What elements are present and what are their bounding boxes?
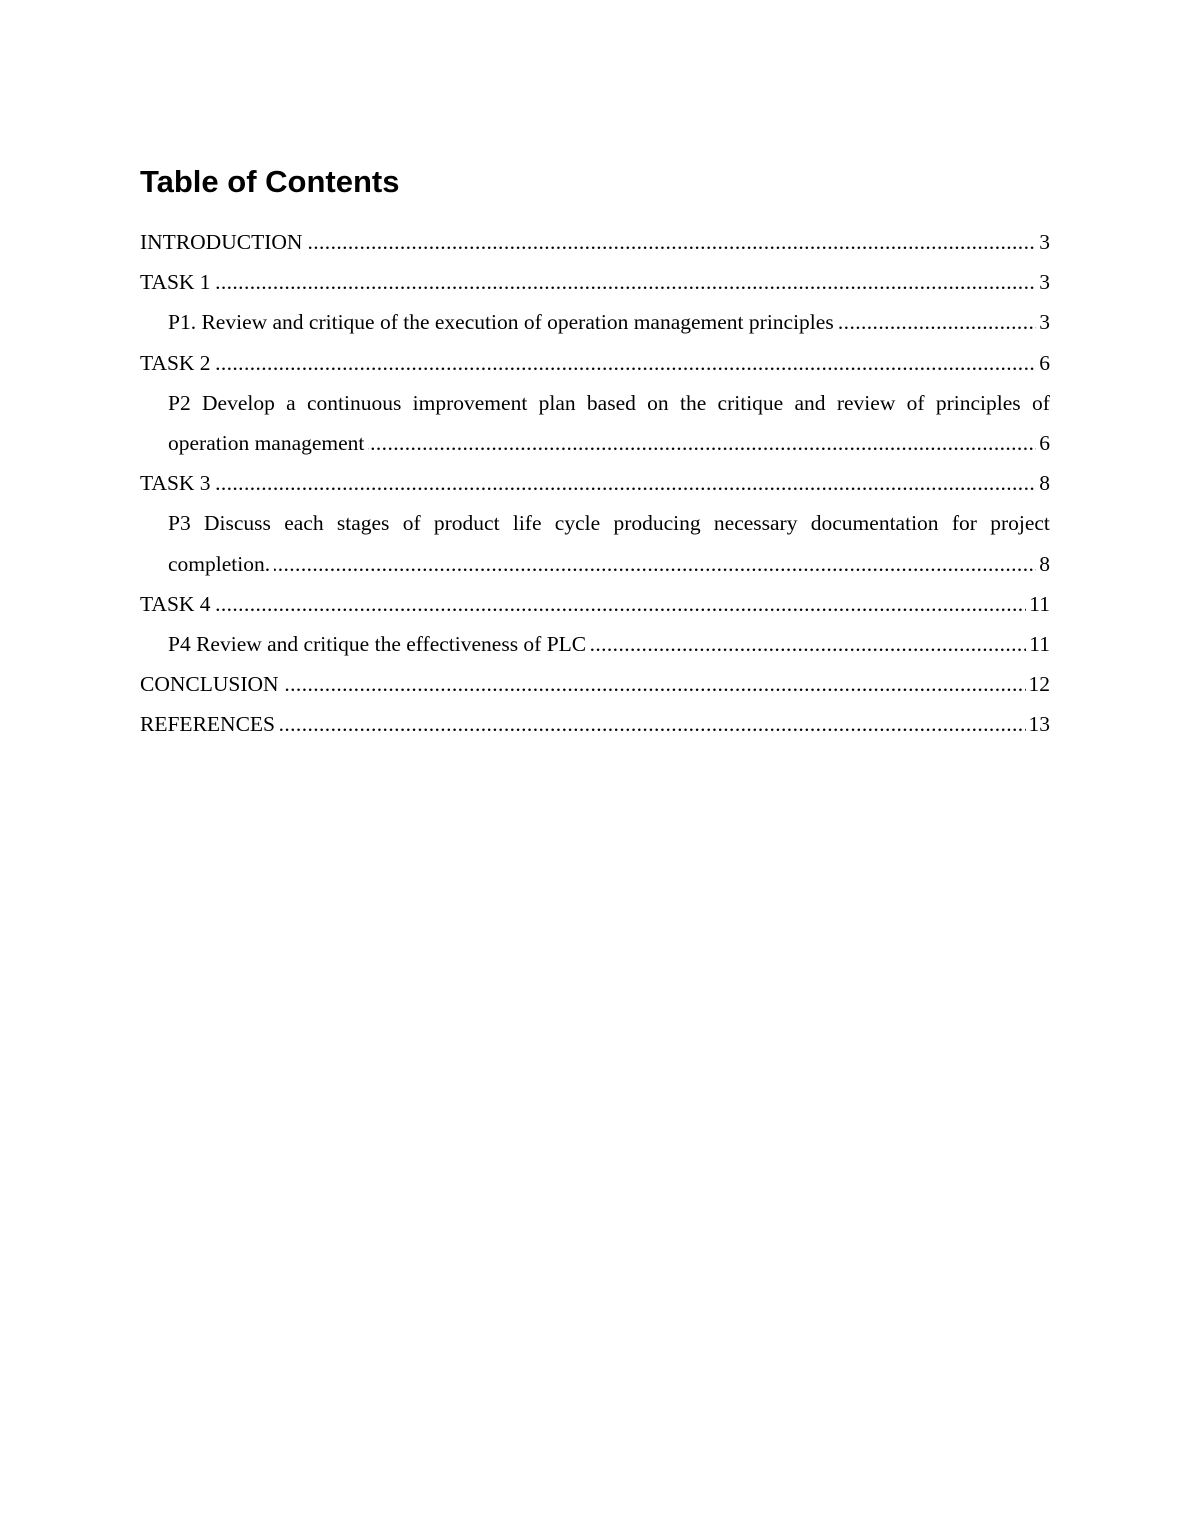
toc-entry-page: 11	[1026, 584, 1050, 624]
toc-word: based	[586, 390, 636, 415]
toc-word: principles	[935, 390, 1021, 415]
toc-word: stages	[336, 511, 390, 536]
toc-entry-label: completion.	[168, 544, 274, 584]
toc-entry-p4[interactable]	[168, 624, 1050, 664]
toc-word: the	[679, 390, 707, 415]
toc-leader-dots	[168, 544, 1050, 584]
toc-word: review	[836, 390, 896, 415]
toc-word: Discuss	[204, 511, 271, 536]
toc-list	[140, 222, 1050, 744]
toc-word: a	[286, 390, 296, 415]
toc-word: and	[794, 390, 826, 415]
toc-entry-p1[interactable]	[168, 302, 1050, 342]
toc-entry-introduction[interactable]	[140, 222, 1050, 262]
toc-word: Develop	[202, 390, 275, 415]
toc-leader-dots	[140, 343, 1050, 383]
toc-entry-task-2[interactable]	[140, 343, 1050, 383]
toc-entry-page: 6	[1036, 343, 1050, 383]
toc-word: P3	[168, 511, 191, 536]
toc-word: continuous	[307, 390, 402, 415]
toc-word: critique	[717, 390, 784, 415]
toc-word: each	[284, 511, 324, 536]
toc-entry-references[interactable]	[140, 704, 1050, 744]
toc-word: of	[1031, 390, 1050, 415]
toc-entry-label: TASK 1	[140, 262, 215, 302]
toc-word: on	[647, 390, 669, 415]
toc-entry-task-4[interactable]	[140, 584, 1050, 624]
toc-leader-dots	[140, 262, 1050, 302]
toc-entry-page: 3	[1036, 302, 1050, 342]
toc-title: Table of Contents	[140, 164, 400, 199]
toc-entry-task-1[interactable]	[140, 262, 1050, 302]
toc-entry-label: INTRODUCTION	[140, 222, 306, 262]
toc-entry-page: 6	[1036, 423, 1050, 463]
toc-word: of	[402, 511, 421, 536]
toc-entry-p2-line-2[interactable]	[168, 423, 1050, 463]
toc-entry-p2-line-1[interactable]	[168, 383, 1050, 423]
toc-word: improvement	[412, 390, 528, 415]
toc-entry-page: 13	[1026, 704, 1051, 744]
toc-entry-conclusion[interactable]	[140, 664, 1050, 704]
toc-entry-page: 12	[1026, 664, 1051, 704]
toc-entry-label: P4 Review and critique the effectiveness of PLC	[168, 624, 590, 664]
toc-leader-dots	[140, 584, 1050, 624]
toc-entry-label: TASK 4	[140, 584, 215, 624]
toc-entry-task-3[interactable]	[140, 463, 1050, 503]
toc-entry-page: 3	[1036, 262, 1050, 302]
toc-entry-label: P1. Review and critique of the execution of operation management principles	[168, 302, 838, 342]
toc-word: documentation	[810, 511, 939, 536]
toc-entry-page: 8	[1036, 463, 1050, 503]
toc-entry-page: 8	[1036, 544, 1050, 584]
toc-entry-label: TASK 2	[140, 343, 215, 383]
toc-word: project	[990, 511, 1050, 536]
toc-word: for	[951, 511, 977, 536]
toc-entry-label: operation management	[168, 423, 368, 463]
toc-entry-justified-line	[168, 503, 1050, 543]
toc-word: life	[512, 511, 542, 536]
toc-entry-p3-line-1[interactable]	[168, 503, 1050, 543]
toc-word: necessary	[713, 511, 798, 536]
toc-entry-label: CONCLUSION	[140, 664, 283, 704]
toc-word: plan	[538, 390, 576, 415]
toc-entry-p3-line-2[interactable]	[168, 544, 1050, 584]
toc-word: product	[433, 511, 500, 536]
toc-entry-justified-line	[168, 383, 1050, 423]
toc-word: producing	[613, 511, 701, 536]
toc-leader-dots	[140, 463, 1050, 503]
toc-entry-label: REFERENCES	[140, 704, 279, 744]
toc-entry-page: 11	[1026, 624, 1050, 664]
toc-entry-page: 3	[1036, 222, 1050, 262]
toc-word: of	[906, 390, 925, 415]
toc-word: P2	[168, 390, 191, 415]
toc-word: cycle	[554, 511, 601, 536]
toc-entry-label: TASK 3	[140, 463, 215, 503]
